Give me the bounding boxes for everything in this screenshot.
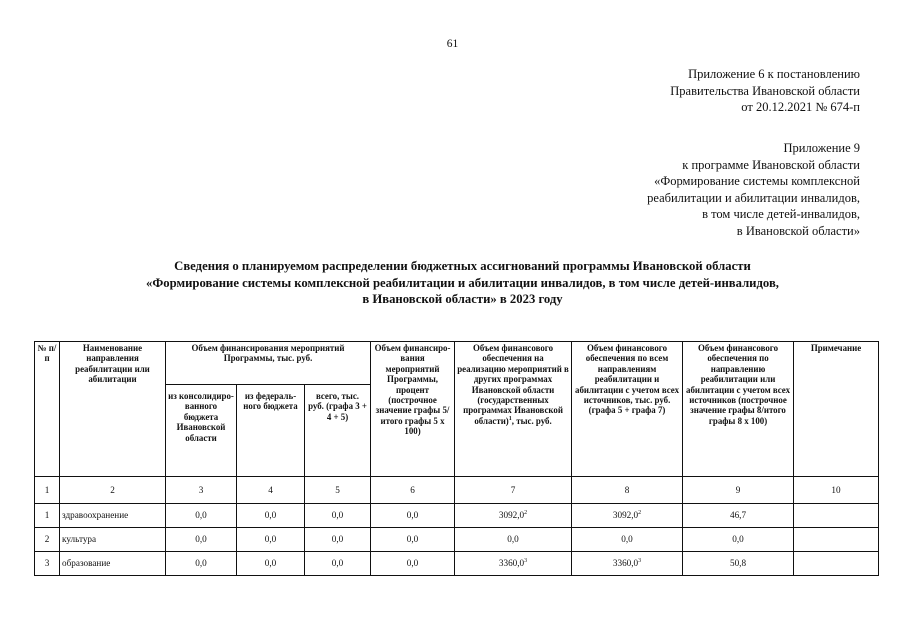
column-number: 1 <box>35 477 60 504</box>
row-num: 3 <box>35 552 60 576</box>
cell-consolidated: 0,0 <box>166 504 237 528</box>
cell-other-programs <box>455 528 572 552</box>
appendix-line: к программе Ивановской области <box>682 157 860 172</box>
column-number: 5 <box>305 477 371 504</box>
header-total: всего, тыс. руб. (графа 3 + 4 + 5) <box>305 385 371 477</box>
cell-per-direction: 50,8 <box>683 552 794 576</box>
cell-share: 0,0 <box>371 504 455 528</box>
header-federal-budget: из федераль-ного бюджета <box>237 385 305 477</box>
header-all-directions: Объем финансового обеспечения по всем направлениям реабилитации и абилитации с учетом всех источников, тыс. руб. (графа 5 + графа 7) <box>572 342 683 477</box>
cell-per-direction: 0,0 <box>683 528 794 552</box>
cell-value: 3360,0 <box>612 558 639 569</box>
table-row <box>35 504 879 528</box>
appendix-line: «Формирование системы комплексной <box>654 174 860 188</box>
budget-allocation-table <box>34 341 879 576</box>
row-num: 1 <box>35 504 60 528</box>
cell-value: 3360,0 <box>498 558 525 569</box>
column-number: 7 <box>455 477 572 504</box>
cell-total: 0,0 <box>305 504 371 528</box>
footnote-marker: 2 <box>638 510 642 517</box>
appendix-line: Приложение 6 к постановлению <box>688 67 860 81</box>
cell-note <box>794 552 879 576</box>
appendix-9-reference <box>647 140 860 239</box>
appendix-line: в том числе детей-инвалидов, <box>702 207 860 221</box>
cell-share: 0,0 <box>371 528 455 552</box>
header-consolidated-budget: из консолидиро-ванного бюджета Ивановской области <box>166 385 237 477</box>
cell-total: 0,0 <box>305 528 371 552</box>
column-number: 2 <box>60 477 166 504</box>
row-direction-name: культура <box>60 528 166 552</box>
header-num: № п/п <box>35 342 60 477</box>
cell-value: 3092,0 <box>498 510 525 521</box>
title-line: в Ивановской области» в 2023 году <box>362 292 563 306</box>
row-direction-name: образование <box>60 552 166 576</box>
footnote-marker: 2 <box>524 510 528 517</box>
column-number: 4 <box>237 477 305 504</box>
header-funding-share: Объем финансиро-вания мероприятий Программы, процент (построчное значение графы 5/итого графы 5 x 100) <box>371 342 455 477</box>
cell-federal: 0,0 <box>237 528 305 552</box>
title-line: «Формирование системы комплексной реабилитации и абилитации инвалидов, в том числе детей-инвалидов, <box>146 275 779 290</box>
cell-federal: 0,0 <box>237 552 305 576</box>
cell-consolidated: 0,0 <box>166 528 237 552</box>
cell-other-programs <box>455 552 572 576</box>
cell-federal: 0,0 <box>237 504 305 528</box>
cell-value: 0,0 <box>621 534 633 545</box>
appendix-6-reference <box>670 66 860 116</box>
cell-other-programs <box>455 504 572 528</box>
cell-note <box>794 504 879 528</box>
header-per-direction: Объем финансового обеспечения по направлению реабилитации или абилитации с учетом всех источников (построчное значение графы 8/итого графы 8 x 100) <box>683 342 794 477</box>
column-number-row <box>35 477 879 504</box>
row-num: 2 <box>35 528 60 552</box>
appendix-line: от 20.12.2021 № 674-п <box>741 100 860 114</box>
header-direction-name: Наименование направления реабилитации или абилитации <box>60 342 166 477</box>
header-funding-group: Объем финансирования мероприятий Программы, тыс. руб. <box>166 342 371 385</box>
header-other-programs <box>455 342 572 477</box>
cell-total: 0,0 <box>305 552 371 576</box>
column-number: 10 <box>794 477 879 504</box>
column-number: 8 <box>572 477 683 504</box>
appendix-line: реабилитации и абилитации инвалидов, <box>647 190 860 205</box>
cell-per-direction: 46,7 <box>683 504 794 528</box>
cell-value: 0,0 <box>507 534 519 545</box>
cell-all-directions <box>572 504 683 528</box>
table-row <box>35 552 879 576</box>
page-number: 61 <box>446 38 459 50</box>
cell-share: 0,0 <box>371 552 455 576</box>
row-direction-name: здравоохранение <box>60 504 166 528</box>
header-other-programs-unit: , тыс. руб. <box>511 415 552 426</box>
table-row <box>35 528 879 552</box>
cell-value: 3092,0 <box>612 510 639 521</box>
footnote-marker: 3 <box>524 558 528 565</box>
cell-all-directions <box>572 552 683 576</box>
header-note: Примечание <box>794 342 879 477</box>
title-line: Сведения о планируемом распределении бюджетных ассигнований программы Ивановской области <box>174 259 751 273</box>
cell-note <box>794 528 879 552</box>
appendix-line: Правительства Ивановской области <box>670 83 860 98</box>
footnote-marker: 3 <box>638 558 642 565</box>
column-number: 6 <box>371 477 455 504</box>
cell-all-directions <box>572 528 683 552</box>
footnote-marker: 1 <box>508 415 512 422</box>
column-number: 9 <box>683 477 794 504</box>
appendix-line: в Ивановской области» <box>736 223 860 238</box>
header-other-programs-text: Объем финансового обеспечения на реализацию мероприятий в других программах Ивановской области (государственных программах Ивановской области) <box>457 343 569 426</box>
column-number: 3 <box>166 477 237 504</box>
cell-consolidated: 0,0 <box>166 552 237 576</box>
document-title <box>60 258 865 308</box>
appendix-line: Приложение 9 <box>783 141 860 155</box>
